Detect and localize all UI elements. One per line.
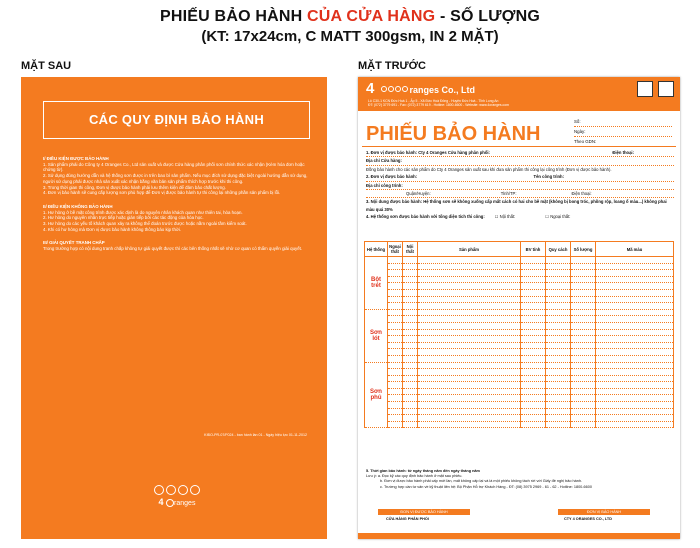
- company-address: Lô C30-1 KCN Đức Hoà 1 - Ấp 5 - Xã Đức Hoà Đông - Huyện Đức Hoà - Tỉnh Long An ĐT: (072) 3779 691 - Fax: (072) 3779 619 - Hotline: 1800-6600 - Website: www.4oranges.com: [368, 99, 509, 108]
- form-footer: 5. Thời gian bảo hành: từ ngày tháng năm đến ngày tháng năm Lưu ý: a. Đọc kỹ các quy định bảo hành ở mặt sau phiếu. b. Đơn vị được bảo hành phải cấp mới lần, mất không cấp lại và là một phiếu không tách rời với Giấy đề nghị bảo hành. c. Trường hợp cần tư vấn về kỹ thuật liên hệ: Bộ Phận Hỗ trợ Khách Hàng - ĐT: (08) 3975 2969 - 61 - 62 - Hotline: 1800-6600: [366, 469, 593, 489]
- page-subtitle: (KT: 17x24cm, C MATT 300gsm, IN 2 MẶT): [201, 28, 499, 45]
- orange-circles-icon: [147, 485, 207, 495]
- brand-name: 4 ranges Co., Ltd: [366, 80, 476, 97]
- signature-area: ĐƠN VỊ ĐƯỢC BẢO HÀNH ĐƠN VỊ BẢO HÀNH CỬA HÀNG PHÂN PHỐI CTY 4 ORANGES CO., LTD: [368, 509, 670, 535]
- back-side-card: [21, 77, 327, 539]
- warranty-form: 1. Đơn vị được bảo hành: Cty 4 Oranges Cửa hàng phân phối: Điện thoại: Địa chỉ Cửa hàng: Đồng bảo hành cho các sản phẩm do Cty 4 Oranges sản xuất sau khi đưa sản phẩm thi công lại công trình (Đơn vị được bảo hành). 2. Đơn vị được bảo hành: Tên công trình: Địa chỉ công trình: Quận/Huyện: Tỉnh/TP: Điện thoại: 3. Nội dung được bảo hành: Hệ thống sơn sẽ không xuống cấp mất cách có hai cho bề mặt (không bị bong tróc, phồng rộp, loang ố màu...) không phai màu quá 30% 4. Hệ thống sơn được bảo hành với tổng diện tích thi công: ☐ Nội thất: ☐ Ngoại thất:: [366, 149, 674, 221]
- qr-codes: [637, 81, 674, 97]
- back-side-label: MẶT SAU: [21, 60, 72, 72]
- form-code: KIĐO-PR-07/F024 - ban hành lần 01 - Ngày hiệu lực 01-11-2012: [204, 433, 307, 437]
- page-title: PHIẾU BẢO HÀNH CỦA CỬA HÀNG - SỐ LƯỢNG: [160, 8, 540, 25]
- front-topbar: [358, 77, 680, 111]
- warranty-title: PHIẾU BẢO HÀNH: [366, 123, 541, 145]
- product-table: Hệ thống Ngoại thất Nội thất Sản phẩm BV tính Quy cách Số lượng Mã màu Bột trét Sơn lót Sơn phủ: [364, 241, 674, 428]
- page-header: [0, 8, 700, 45]
- brand-logo: 4 ranges: [147, 485, 207, 507]
- orange-circles-icon: [381, 86, 408, 92]
- front-side-card: [358, 77, 680, 539]
- front-side-label: MẶT TRƯỚC: [358, 60, 426, 72]
- circle-o-icon: [166, 499, 174, 507]
- back-title: CÁC QUY ĐỊNH BẢO HÀNH: [43, 101, 310, 139]
- qr-code-icon: [637, 81, 653, 97]
- meta-fields: Số: Ngày: Theo GDN:: [574, 117, 672, 147]
- qr-code-icon: [658, 81, 674, 97]
- back-text: I/ ĐIỀU KIỆN ĐƯỢC BẢO HÀNH 1. Sản phẩm phải do Công ty 4 Oranges Co., Ltd sản xuất và được Cửa hàng phân phối sơn chính thức xác nhận (Kèm hóa đơn hoặc chứng từ). 2. Sử dụng đúng hướng dẫn và hệ thống sơn được in trên bao bì sản phẩm. Nếu mục đích sử dụng đặc biệt ngoài hướng dẫn sử dụng, người sử dụng phải được nhà sản xuất xác nhận bằng văn bản sản phẩm thích hợp trước khi thi công. 3. Trong thời gian thi công, Đơn vị được bảo hành phải lưu thêm kiện để đảm bảo chất lượng. 4. Đơn vị bảo hành sẽ cung cấp lượng sơn phù hợp để Đơn vị được bảo hành tự thi công lại những phần sản phẩm bị lỗi. II/ ĐIỀU KIỆN KHÔNG BẢO HÀNH 1. Hư hỏng ở bề mặt công trình được xác định là do nguyên nhân khách quan như thiên tai, hỏa hoạn. 2. Hư hỏng do nguyên nhân trực tiếp hoặc gián tiếp bởi các tác động của hóa học. 3. Hư hỏng do các yếu tố khách quan xảy ra không thể đoán trước được hoặc nằm ngoài tầm kiểm soát. 4. Khi có hư hỏng mà Đơn vị được bảo hành không thông báo kịp thời. III/ GIẢI QUYẾT TRANH CHẤP Trong trường hợp có nội dung tranh chấp không tự giải quyết được thì các bên thống nhất sẽ nhờ cơ quan có thẩm quyền giải quyết.: [43, 156, 308, 252]
